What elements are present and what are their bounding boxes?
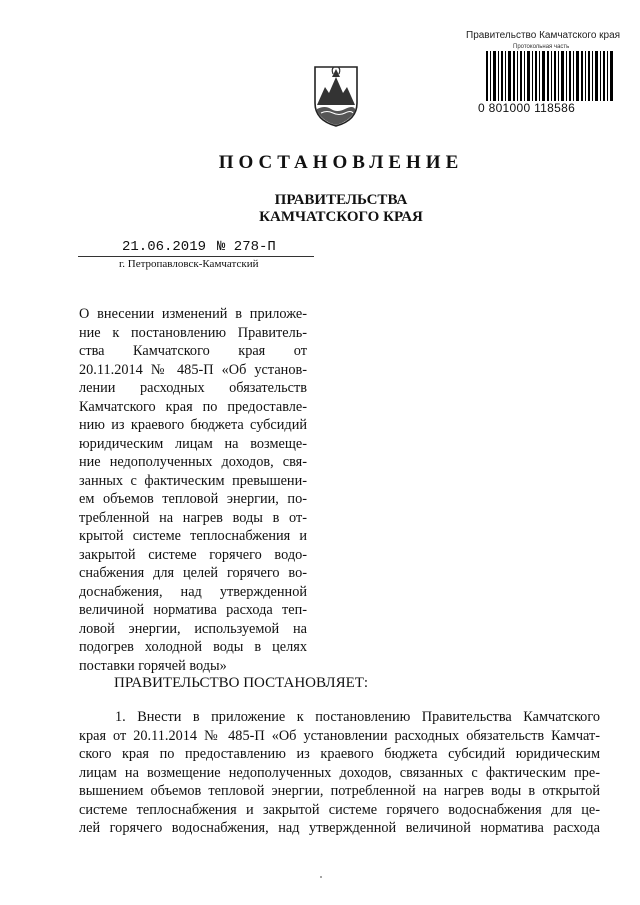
body-line: ского края по предоставлению из краевого бюджета субсидий юридическим xyxy=(79,746,600,762)
subject-line: нию из краевого бюджета субсидий xyxy=(79,417,307,433)
body-line: лицам на возмещение недополученных доходов, связанных с фактическим пре- xyxy=(79,764,600,781)
subject-line: подогрев холодной воды в целях xyxy=(79,639,307,655)
body-line: 1. Внести в приложение к постановлению Правительства Камчатского xyxy=(115,709,600,725)
issuer xyxy=(0,192,640,226)
barcode-number: 0 801000 118586 xyxy=(478,101,576,115)
document-date: 21.06.2019 xyxy=(122,239,207,255)
subject-line: снабжения для целей горячего во- xyxy=(79,565,307,581)
body-line: края от 20.11.2014 № 485-П «Об установлении расходных обязательств Камчат- xyxy=(79,727,600,744)
stamp-subtitle: Протокольная часть xyxy=(513,44,570,50)
subject-line: ства Камчатского края от xyxy=(79,343,307,359)
subject-line: ние недополученных доходов, свя- xyxy=(79,454,307,470)
kamchatka-coat-of-arms-icon xyxy=(313,65,359,127)
subject-line: ем объемов тепловой энергии, по- xyxy=(79,491,307,507)
subject-line: крытой системе теплоснабжения и xyxy=(79,528,307,544)
subject-line: поставки горячей воды» xyxy=(79,657,227,674)
subject-line: требленной на нагрев воды в от- xyxy=(79,509,307,526)
document-number: № 278-П xyxy=(217,239,276,255)
subject-line: закрытой системе горячего водо- xyxy=(79,546,307,563)
subject-line: ловой энергии, используемой на xyxy=(79,620,307,637)
subject-line: О внесении изменений в приложе- xyxy=(79,306,307,322)
subject-line: занных с фактическим превышени- xyxy=(79,472,307,489)
subject-block xyxy=(79,305,307,675)
subject-line: юридическим лицам на возмеще- xyxy=(79,435,307,452)
stamp-title: Правительство Камчатского края xyxy=(466,30,621,41)
body-line: лей горячего водоснабжения, над утвержденной величиной норматива расхода xyxy=(79,820,600,836)
document-type: ПОСТАНОВЛЕНИЕ xyxy=(218,152,464,173)
barcode xyxy=(486,51,614,101)
body-line: системе теплоснабжения и закрытой системе горячего водоснабжения для це- xyxy=(79,801,600,818)
subject-line: Камчатского края по предоставле- xyxy=(79,398,307,415)
document-city: г. Петропавловск-Камчатский xyxy=(119,258,259,270)
subject-line: лении расходных обязательств xyxy=(79,380,307,396)
subject-line: 20.11.2014 № 485-П «Об установ- xyxy=(79,361,307,378)
resolves-heading: ПРАВИТЕЛЬСТВО ПОСТАНОВЛЯЕТ: xyxy=(114,675,369,691)
body-paragraph xyxy=(79,708,600,838)
subject-line: величиной норматива расхода теп- xyxy=(79,602,307,618)
subject-line: доснабжения, над утвержденной xyxy=(79,583,307,600)
body-line: вышением объемов тепловой энергии, потребленной на нагрев воды в открытой xyxy=(79,783,600,799)
scan-dot xyxy=(320,876,322,878)
date-underline xyxy=(78,256,314,257)
issuer-line-2: КАМЧАТСКОГО КРАЯ xyxy=(259,209,423,225)
subject-line: ние к постановлению Правитель- xyxy=(79,324,307,341)
issuer-line-1: ПРАВИТЕЛЬСТВА xyxy=(274,192,408,208)
